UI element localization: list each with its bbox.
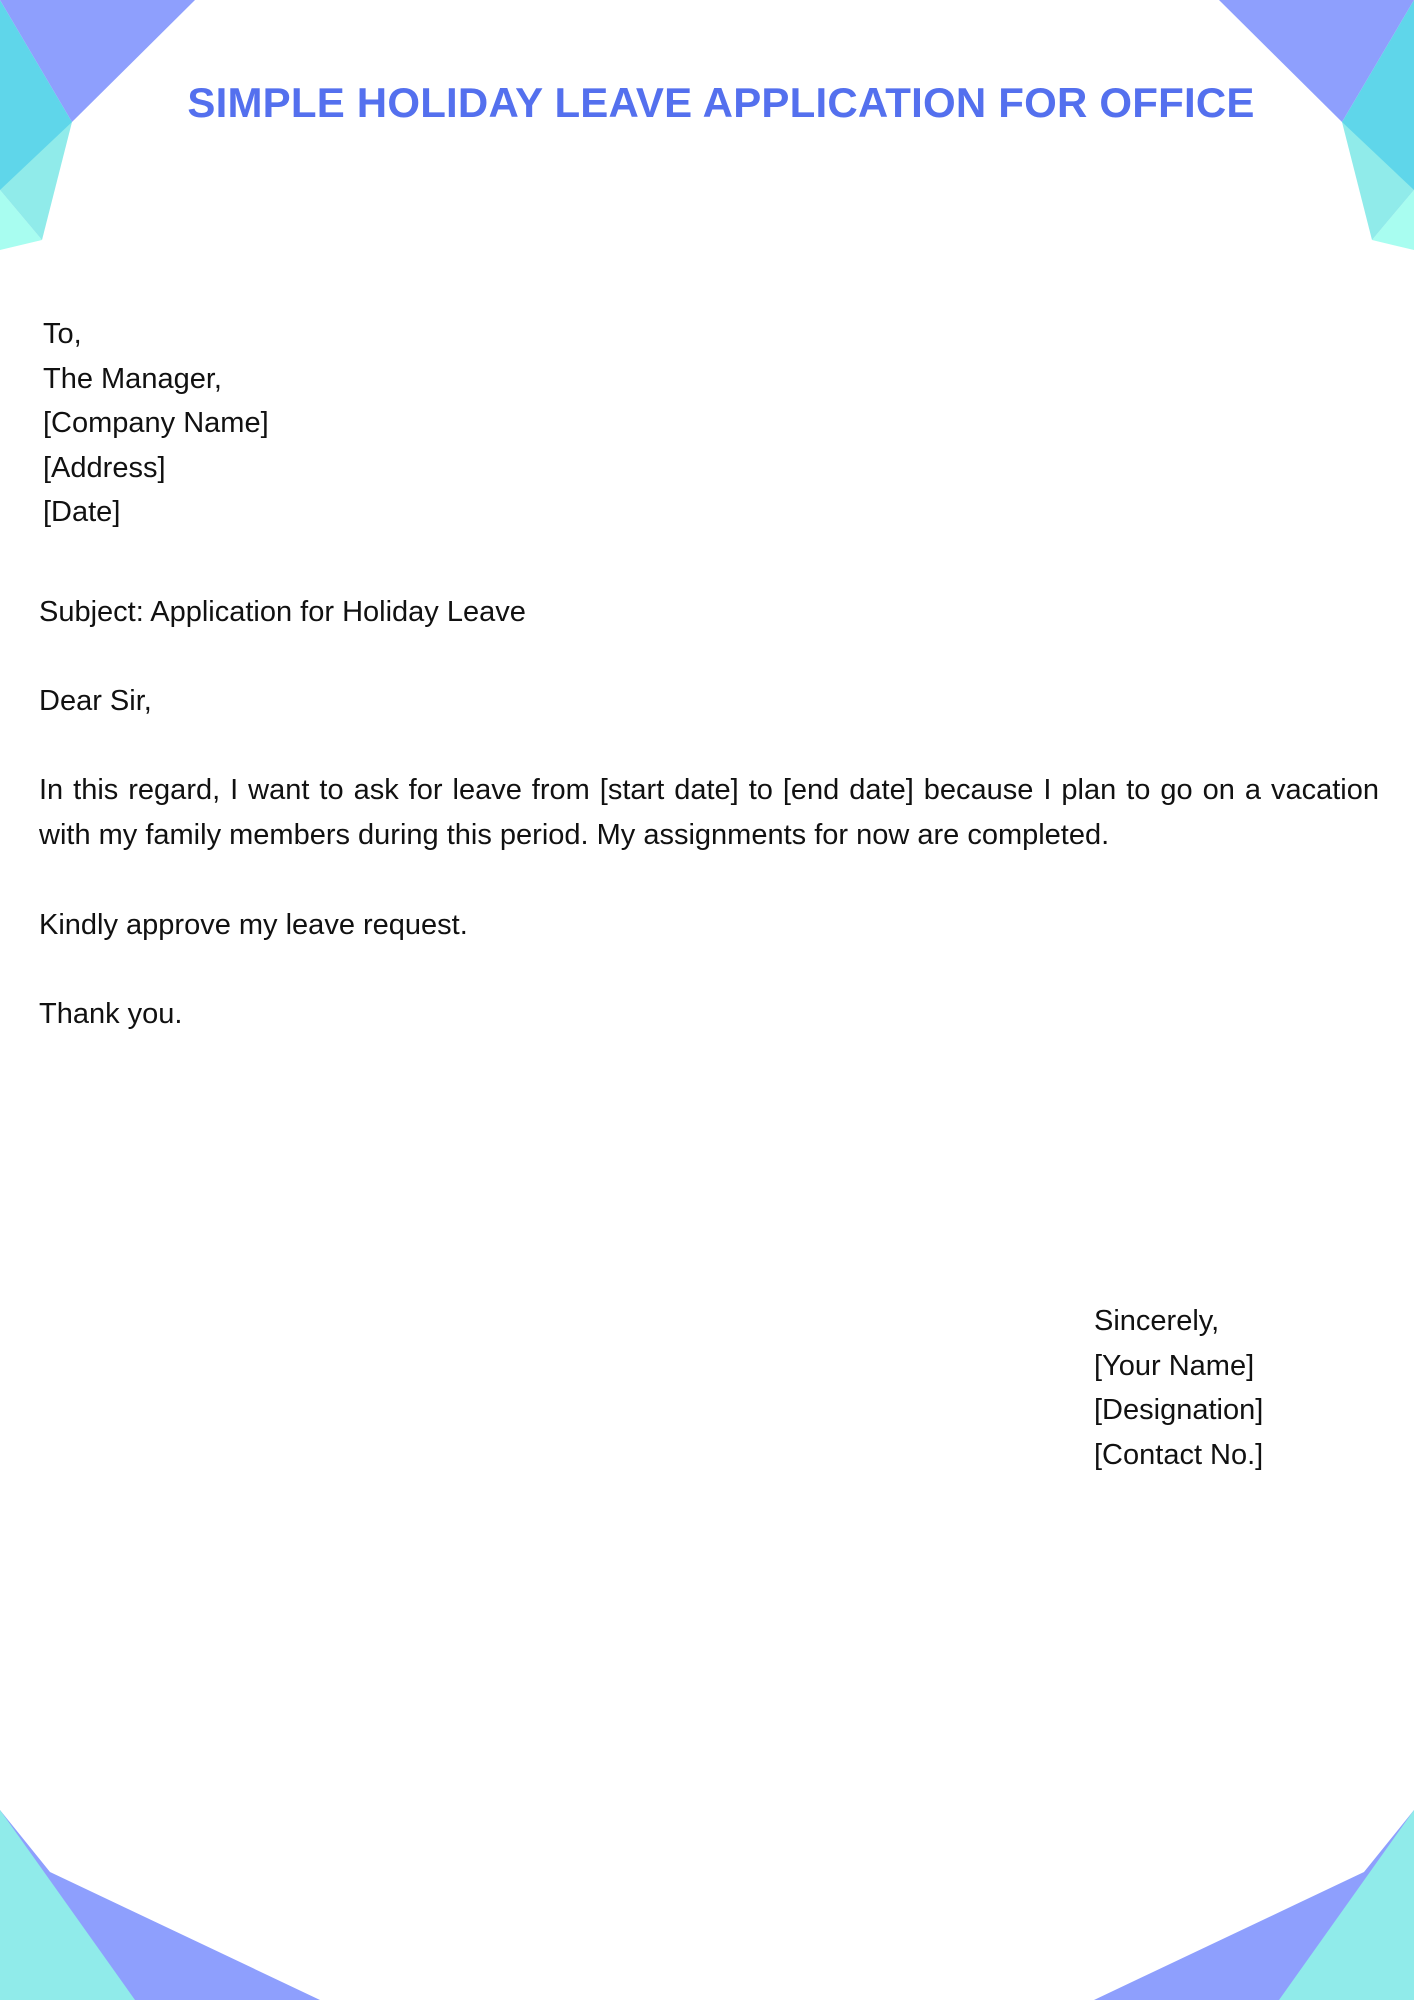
body-paragraph: In this regard, I want to ask for leave from [start date] to [end date] because I plan to go on a vacation with my family members during this period. My assignments for now are completed. xyxy=(39,774,1379,851)
salutation: Dear Sir, xyxy=(39,685,152,717)
top-right-corner-decoration xyxy=(1214,0,1414,260)
closing: Sincerely, xyxy=(1094,1305,1220,1337)
bottom-left-corner-decoration xyxy=(0,1810,330,2000)
recipient-to: To, xyxy=(43,318,82,350)
request-line: Kindly approve my leave request. xyxy=(39,909,468,941)
recipient-block xyxy=(43,312,269,535)
recipient-manager: The Manager, xyxy=(43,362,222,395)
top-left-corner-decoration xyxy=(0,0,200,260)
sender-name: [Your Name] xyxy=(1094,1349,1255,1382)
signature-block xyxy=(1094,1299,1263,1477)
thanks-line: Thank you. xyxy=(39,998,183,1030)
sender-designation: [Designation] xyxy=(1094,1394,1264,1426)
letter-title: SIMPLE HOLIDAY LEAVE APPLICATION FOR OFFICE xyxy=(187,79,1255,126)
recipient-date: [Date] xyxy=(43,496,121,528)
recipient-address: [Address] xyxy=(43,451,166,484)
subject-line: Subject: Application for Holiday Leave xyxy=(39,596,526,628)
recipient-company: [Company Name] xyxy=(43,407,269,439)
bottom-right-corner-decoration xyxy=(1084,1810,1414,2000)
sender-contact: [Contact No.] xyxy=(1094,1438,1264,1471)
